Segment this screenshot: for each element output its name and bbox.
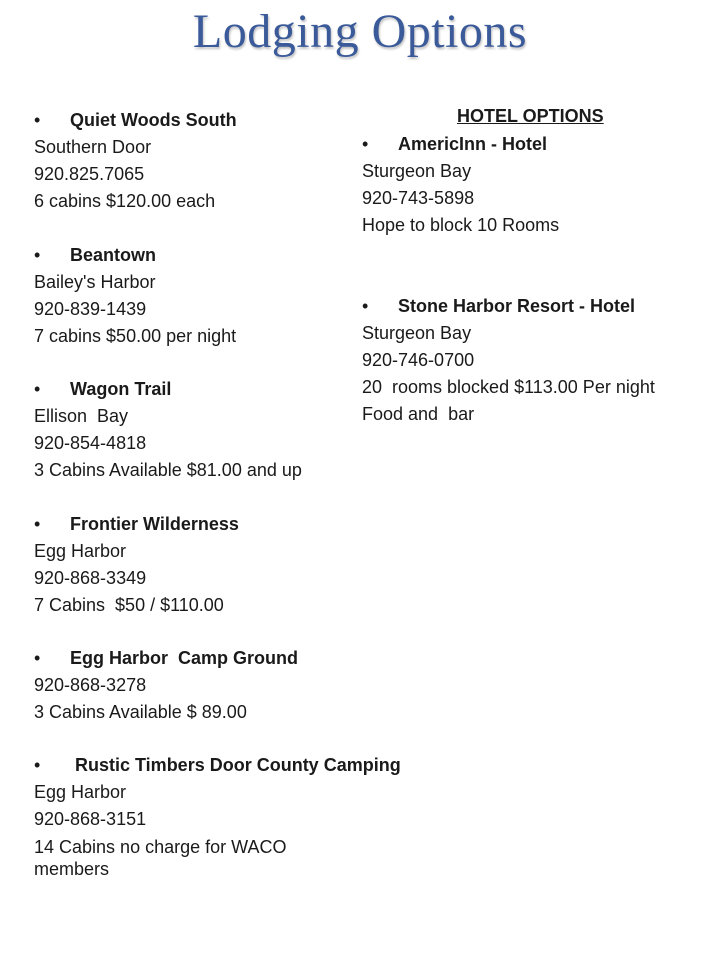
bullet-icon: • — [34, 648, 41, 668]
lodging-details: 7 cabins $50.00 per night — [34, 326, 237, 346]
bullet-icon: • — [34, 245, 41, 265]
bullet-icon: • — [362, 134, 369, 154]
lodging-phone: 920.825.7065 — [34, 164, 145, 184]
lodging-entry — [34, 752, 424, 880]
hotel-phone: 920-746-0700 — [362, 350, 475, 370]
lodging-details: 3 Cabins Available $81.00 and up — [34, 460, 302, 480]
hotel-location: Sturgeon Bay — [362, 161, 472, 181]
hotel-phone: 920-743-5898 — [362, 188, 475, 208]
lodging-phone: 920-868-3349 — [34, 568, 147, 588]
hotel-details: 20 rooms blocked $113.00 Per night — [362, 377, 655, 397]
hotel-location: Sturgeon Bay — [362, 323, 472, 343]
lodging-phone: 920-868-3278 — [34, 675, 147, 695]
bullet-icon: • — [34, 514, 41, 534]
page-title: Lodging Options — [192, 5, 528, 58]
hotel-name: • Stone Harbor Resort - Hotel — [362, 293, 712, 320]
hotel-options-heading: HOTEL OPTIONS — [457, 106, 604, 126]
lodging-location: Egg Harbor — [34, 782, 127, 802]
lodging-location: Southern Door — [34, 137, 152, 157]
lodging-details: 14 Cabins no charge for WACO members — [34, 837, 287, 879]
lodging-location: Ellison Bay — [34, 406, 129, 426]
lodging-entry — [34, 511, 424, 619]
hotel-name: • AmericInn - Hotel — [362, 131, 712, 158]
lodging-details: 7 Cabins $50 / $110.00 — [34, 595, 224, 615]
bullet-icon: • — [34, 110, 41, 130]
bullet-icon: • — [34, 755, 41, 775]
hotel-entry — [362, 293, 712, 428]
lodging-name: • Beantown — [34, 242, 424, 269]
hotel-details: Hope to block 10 Rooms — [362, 215, 560, 235]
lodging-details: 3 Cabins Available $ 89.00 — [34, 702, 247, 722]
lodging-name: • Quiet Woods South — [34, 107, 424, 134]
lodging-entry — [34, 645, 424, 726]
lodging-name: • Rustic Timbers Door County Camping — [34, 752, 424, 779]
hotel-amenities: Food and bar — [362, 404, 475, 424]
lodging-name: • Frontier Wilderness — [34, 511, 424, 538]
lodging-phone: 920-854-4818 — [34, 433, 147, 453]
hotel-entry — [362, 131, 712, 239]
bullet-icon: • — [34, 379, 41, 399]
bullet-icon: • — [362, 296, 369, 316]
lodging-phone: 920-839-1439 — [34, 299, 147, 319]
lodging-name: • Wagon Trail — [34, 376, 424, 403]
lodging-location: Egg Harbor — [34, 541, 127, 561]
lodging-details: 6 cabins $120.00 each — [34, 191, 216, 211]
lodging-name: • Egg Harbor Camp Ground — [34, 645, 424, 672]
lodging-location: Bailey's Harbor — [34, 272, 156, 292]
lodging-phone: 920-868-3151 — [34, 809, 147, 829]
